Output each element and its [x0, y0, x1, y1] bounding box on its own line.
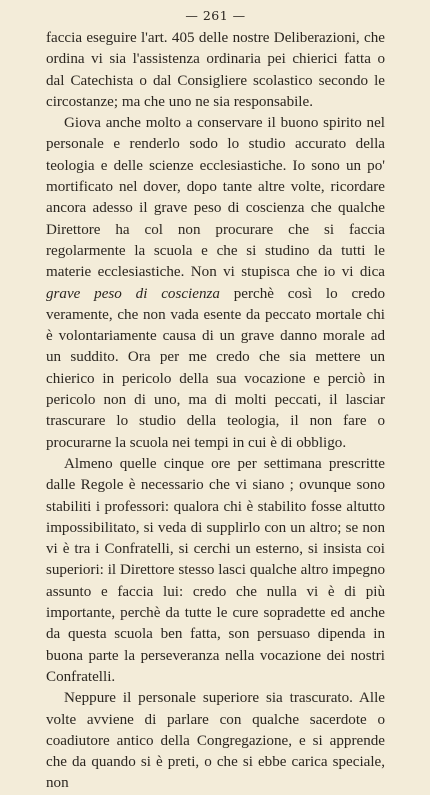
page-number: — 261 —: [185, 8, 246, 23]
paragraph-1: faccia eseguire l'art. 405 delle nostre Deliberazioni, che ordina vi sia l'assistenza ordinaria pei chierici fatta o dal Catechista o dal Consigliere scolastico secondo le circostanze; ma che uno ne sia responsabile.: [46, 30, 385, 110]
text-body: [46, 28, 385, 795]
paragraph-2-text-before: Giova anche molto a conservare il buono spirito nel personale e renderlo sodo lo studio accurato della teologia e delle scienze ecclesiastiche. Io sono un po' mortificato nel dover, dopo tante altre volte, ricordare ancora adesso il grave peso di coscienza che qualche Direttore ha col non procurare che si faccia regolarmente la scuola e che si studino da tutti le materie ecclesiastiche. Non vi stupisca che io vi dica: [46, 115, 385, 281]
paragraph-2: [46, 113, 385, 454]
paragraph-3: Almeno quelle cinque ore per settimana prescritte dalle Regole è necessario che vi siano ; ovunque sono stabiliti i professori: qualora chi è stabilito fosse altutto impossibilitato, si veda di supplirlo con un altro; se non vi è tra i Confratelli, si cerchi un esterno, si insista coi superiori: il Direttore stesso lasci qualche altro impegno assunto e faccia lui: credo che nulla vi è di più importante, perchè da tutte le cure sopradette ed anche da questa scuola ben fatta, son persuaso dipenda in buona parte la perseveranza nella vocazione dei nostri Confratelli.: [46, 455, 385, 685]
paragraph-2-emphasis: grave peso di coscienza: [46, 285, 220, 302]
paragraph-2-text-after: perchè così lo credo veramente, che non vada esente da peccato mortale chi è volontariamente causa di un grave danno morale ad un suddito. Ora per me credo che sia mettere un chierico in pericolo della sua vocazione e perciò in pericolo non di uno, ma di molti peccati, il lasciar trascurare lo studio della teologia, il non fare o procurarne la scuola nei tempi in cui è di obbligo.: [46, 285, 385, 451]
paragraph-4: Neppure il personale superiore sia trascurato. Alle volte avviene di parlare con qualche sacerdote o coadiutore antico della Congregazione, e si apprende che da quando si è preti, o che si ebbe carica speciale, non: [46, 690, 385, 792]
